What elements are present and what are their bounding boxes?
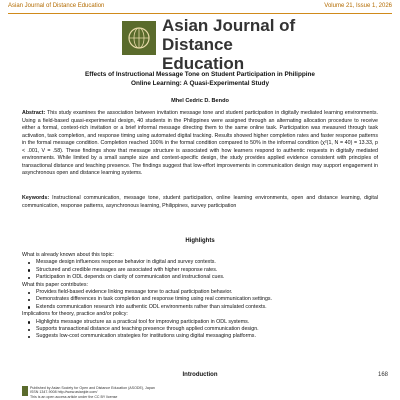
footer-publisher: Published by Asian Society for Open and Distance Education (ASODE), Japan [30, 386, 155, 390]
highlights-list [22, 252, 378, 341]
highlights-heading: Highlights [185, 238, 215, 244]
list-item: Message design influences response behavior in digital and survey contexts. [36, 259, 378, 266]
header-rule [8, 13, 392, 14]
keywords-label: Keywords: [22, 195, 50, 201]
list-item: Demonstrates differences in task completion and response timing using real communication settings. [36, 296, 378, 303]
journal-title-line2: Distance Education [162, 35, 245, 73]
paper-title-line1: Effects of Instructional Message Tone on Student Participation in Philippine [85, 71, 315, 78]
list-item: Provides field-based evidence linking message tone to actual participation behavior. [36, 289, 378, 296]
abstract-text: This study examines the association between invitation message tone and student participation in digitally mediated learning environments. Using a field-based quasi-experimental design, 40 students in the Philippines were assigned through an alternating allocation procedure to receive either a formal, context-rich invitation or a brief informal message directing them to the same online task. Participation was measured through task activation, task completion, and response timing using automated digital tracking. Results showed higher completion rates and faster response patterns in the formal message condition. Completion reached 100% in the formal condition compared to 50% in the informal condition (χ²(1, N = 40) = 13.33, p < .001, V = .58). These findings show that message structure is associated with how learners respond to authentic requests in digitally mediated environments. While limited by a small sample size and context-specific design, the study provides applied evidence consistent with principles of transactional distance and teaching presence. The findings suggest that low-effort improvements in communication design may support engagement in asynchronous open and distance learning systems. [22, 110, 378, 176]
highlights-subheading-known: What is already known about this topic: [22, 252, 114, 258]
abstract [22, 110, 378, 178]
footer-issn: ISSN 1347-9008 http://www.asianjde.com/ [30, 390, 98, 395]
footer-license: This is an open access article under the CC BY license [30, 394, 118, 399]
footer [30, 386, 290, 399]
running-head [8, 3, 392, 13]
running-head-journal: Asian Journal of Distance Education [8, 3, 105, 9]
highlights-subheading-contributes: What this paper contributes: [22, 281, 88, 288]
list-item: Suggests low-cost communication strategies for institutions using digital messaging platforms. [36, 333, 378, 340]
journal-logo-icon [122, 21, 156, 55]
list-item: Supports transactional distance and teaching presence through applied communication design. [36, 326, 378, 333]
journal-title [162, 16, 312, 73]
masthead [122, 16, 302, 73]
publisher-logo-icon [22, 386, 28, 396]
journal-title-line1: Asian Journal of [162, 16, 296, 35]
abstract-label: Abstract: [22, 110, 46, 116]
author-name: Mhel Cedric D. Bendo [171, 98, 229, 104]
list-item: Extends communication research into authentic ODL environments rather than simulated contexts. [36, 304, 378, 311]
list-item: Structured and credible messages are associated with higher response rates. [36, 267, 378, 274]
list-item: Participation in ODL depends on clarity of communication and instructional cues. [36, 274, 378, 281]
introduction-heading: Introduction [182, 372, 218, 378]
page-number: 168 [377, 372, 388, 378]
paper-title [20, 70, 380, 88]
list-item: Highlights message structure as a practical tool for improving participation in ODL systems. [36, 319, 378, 326]
paper-title-line2: Online Learning: A Quasi-Experimental Study [130, 80, 269, 87]
keywords [22, 195, 378, 210]
keywords-text: Instructional communication, message tone, student participation, online learning environments, open and distance learning, digital communication, response patterns, asynchronous learning, Philippines, survey participation [22, 195, 378, 209]
running-head-issue: Volume 21, Issue 1, 2026 [324, 3, 392, 9]
highlights-subheading-implications: Implications for theory, practice and/or policy: [22, 311, 128, 318]
